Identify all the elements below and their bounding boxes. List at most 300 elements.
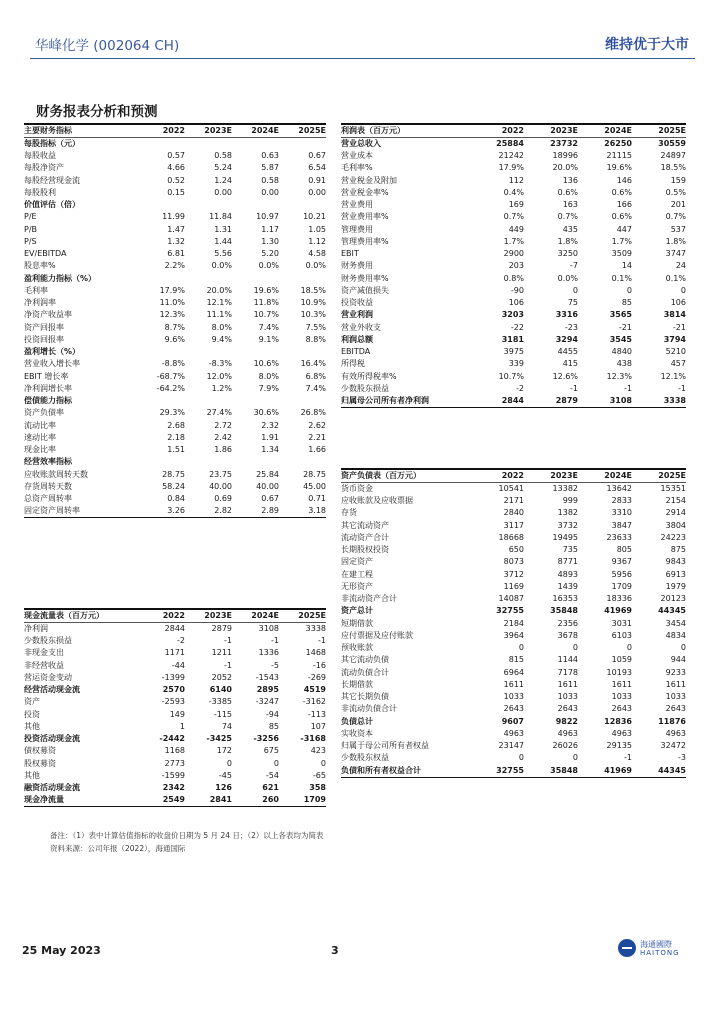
cell-value: 1033 xyxy=(611,692,632,702)
table-row xyxy=(341,297,686,309)
column-header: 2024E xyxy=(578,469,632,483)
cell-value: 1.51 xyxy=(167,445,185,455)
cell-value: 2833 xyxy=(611,496,632,506)
cell-value: 1211 xyxy=(211,648,232,658)
cell-value: 28.75 xyxy=(162,469,185,479)
table-row xyxy=(341,150,686,162)
cell-value: -64.2% xyxy=(156,383,185,393)
report-date: 25 May 2023 xyxy=(22,944,101,957)
cell-value: 19.6% xyxy=(606,163,632,173)
cell-value: 0.1% xyxy=(611,273,632,283)
cell-value: 9.4% xyxy=(211,334,232,344)
cell-value: 3.26 xyxy=(138,505,185,518)
table-row xyxy=(341,285,686,297)
table-row xyxy=(24,309,326,321)
row-label: 预收账款 xyxy=(341,643,373,653)
row-label: 管理费用率% xyxy=(341,236,389,246)
column-header: 2023E xyxy=(524,469,578,483)
cell-value: 3316 xyxy=(555,310,578,320)
cell-value: 10.97 xyxy=(256,212,279,222)
cell-value: 435 xyxy=(562,224,578,234)
cell-value xyxy=(232,138,279,151)
cell-value xyxy=(185,138,232,151)
cell-value: 0 xyxy=(572,643,578,653)
cell-value: 2.72 xyxy=(214,420,232,430)
cell-value: 14 xyxy=(621,261,632,271)
cell-value: 146 xyxy=(616,175,632,185)
cell-value: 9843 xyxy=(665,557,686,567)
row-label: 负债总计 xyxy=(341,716,373,726)
rating-label: 维持优于大市 xyxy=(605,37,689,53)
cell-value: 2840 xyxy=(503,508,524,518)
cell-value: 2.89 xyxy=(232,505,279,518)
table-header-row xyxy=(24,609,326,623)
cell-value: 12.6% xyxy=(552,371,578,381)
cell-value: 0.71 xyxy=(308,494,326,504)
cell-value: 0.00 xyxy=(214,187,232,197)
table-row xyxy=(341,236,686,248)
row-label: 股息率% xyxy=(24,261,56,271)
row-label: EV/EBITDA xyxy=(24,249,67,259)
cell-value: 0.67 xyxy=(261,494,279,504)
row-label: 少数股东损益 xyxy=(341,383,389,393)
cell-value: 0.6% xyxy=(611,187,632,197)
cell-value: 12.1% xyxy=(660,371,686,381)
table-row xyxy=(341,273,686,285)
table-row xyxy=(24,696,326,708)
table-row xyxy=(24,770,326,782)
table-row xyxy=(24,758,326,770)
table-row xyxy=(24,297,326,309)
cell-value: -16 xyxy=(312,660,326,670)
row-label: 存货周转天数 xyxy=(24,481,72,491)
cell-value: 40.00 xyxy=(209,481,232,491)
cell-value: 16.4% xyxy=(300,359,326,369)
table-row xyxy=(24,432,326,444)
cell-value: 1611 xyxy=(503,679,524,689)
cell-value: 28.75 xyxy=(303,469,326,479)
cell-value: 2356 xyxy=(557,618,578,628)
table-row xyxy=(24,733,326,745)
cell-value: 3031 xyxy=(611,618,632,628)
cell-value: 5.56 xyxy=(214,249,232,259)
cell-value xyxy=(138,138,185,151)
table-row xyxy=(341,309,686,321)
cell-value: 1611 xyxy=(557,679,578,689)
table-row xyxy=(341,199,686,211)
row-label: EBIT 增长率 xyxy=(24,371,69,381)
cell-value: 15351 xyxy=(660,484,686,493)
cell-value: -90 xyxy=(510,285,524,295)
cell-value: 5.20 xyxy=(261,249,279,259)
cell-value: 3964 xyxy=(503,630,524,640)
table-row xyxy=(24,236,326,248)
cell-value: 1168 xyxy=(164,746,185,756)
balance-sheet-table xyxy=(341,468,686,778)
cell-value: 0.52 xyxy=(167,175,185,185)
haitong-logo-icon xyxy=(618,939,636,957)
cell-value: 159 xyxy=(670,175,686,185)
cell-value: 999 xyxy=(562,496,578,506)
cell-value xyxy=(232,395,279,407)
cell-value: -113 xyxy=(307,709,326,719)
cell-value: 9822 xyxy=(555,716,578,726)
cell-value: 1033 xyxy=(665,692,686,702)
table-note: 备注：（1）表中计算估值指标的收盘价日期为 5 月 24 日；（2）以上各表均为简表 xyxy=(50,831,324,840)
row-label: 利润总额 xyxy=(341,334,373,344)
cell-value: 3975 xyxy=(503,347,524,357)
cell-value: 45.00 xyxy=(303,481,326,491)
cell-value: 4963 xyxy=(611,728,632,738)
cell-value: 11876 xyxy=(658,716,686,726)
table-row xyxy=(24,672,326,684)
row-label: 总资产周转率 xyxy=(24,494,72,504)
cell-value: 0 xyxy=(680,643,686,653)
cell-value: 8.7% xyxy=(164,322,185,332)
cell-value: 27.4% xyxy=(206,408,232,418)
cell-value: 339 xyxy=(508,359,524,369)
cell-value: 3294 xyxy=(555,334,578,344)
cell-value: 0 xyxy=(626,643,632,653)
cell-value: 2.18 xyxy=(167,432,185,442)
cell-value: 1.86 xyxy=(214,445,232,455)
table-title: 资产负债表（百万元） xyxy=(341,469,470,483)
column-header: 2023E xyxy=(185,609,232,623)
cell-value: 3804 xyxy=(665,520,686,530)
section-title: 财务报表分析和预测 xyxy=(36,104,158,120)
cell-value: 2841 xyxy=(185,794,232,807)
cell-value: -3 xyxy=(678,753,686,763)
cell-value: 0.67 xyxy=(308,151,326,161)
cell-value: 4455 xyxy=(557,347,578,357)
cell-value: 8.8% xyxy=(305,334,326,344)
cell-value: 26026 xyxy=(552,741,578,751)
cell-value: 457 xyxy=(670,359,686,369)
cell-value: 3181 xyxy=(501,334,524,344)
cell-value xyxy=(185,456,232,468)
cell-value: 2.62 xyxy=(308,420,326,430)
table-row xyxy=(24,721,326,733)
cell-value: 0 xyxy=(518,643,524,653)
cell-value: 0.0% xyxy=(557,273,578,283)
cell-value: 1.30 xyxy=(261,236,279,246)
cell-value: 1033 xyxy=(503,692,524,702)
row-label: 应收账款周转天数 xyxy=(24,469,88,479)
cell-value: 1.8% xyxy=(665,236,686,246)
cell-value: 25884 xyxy=(496,139,524,148)
cell-value: 6.81 xyxy=(167,249,185,259)
row-label: 偿债能力指标 xyxy=(24,396,72,406)
table-row xyxy=(341,248,686,260)
cell-value: 18668 xyxy=(498,532,524,542)
cell-value: 8073 xyxy=(503,557,524,567)
cell-value: 2342 xyxy=(162,783,185,793)
cell-value: 0.6% xyxy=(611,212,632,222)
cell-value: 21115 xyxy=(606,151,632,161)
cell-value: 3203 xyxy=(501,310,524,320)
cell-value: 23633 xyxy=(606,532,632,542)
cell-value: 2184 xyxy=(503,618,524,628)
table-title: 利润表（百万元） xyxy=(341,124,470,138)
cell-value: -21 xyxy=(672,322,686,332)
cell-value: 3545 xyxy=(609,334,632,344)
cell-value: 32755 xyxy=(496,606,524,616)
cell-value: 16353 xyxy=(552,594,578,604)
cell-value: 0.4% xyxy=(503,187,524,197)
cell-value: 805 xyxy=(616,545,632,555)
table-row xyxy=(24,709,326,721)
cell-value xyxy=(138,346,185,358)
cell-value: 0.00 xyxy=(261,187,279,197)
row-label: 货币资金 xyxy=(341,484,373,493)
cell-value: 0 xyxy=(626,285,632,295)
cell-value xyxy=(279,395,326,407)
cell-value: -3256 xyxy=(253,734,279,744)
row-label: 存货 xyxy=(341,508,357,518)
cell-value: 7.4% xyxy=(305,383,326,393)
cell-value: 10.7% xyxy=(498,371,524,381)
cell-value: 2.42 xyxy=(214,432,232,442)
table-row xyxy=(341,752,686,764)
cell-value: 40.00 xyxy=(256,481,279,491)
row-label: 非流动负债合计 xyxy=(341,704,397,714)
cell-value: 260 xyxy=(232,794,279,807)
row-label: 营业成本 xyxy=(341,151,373,161)
cell-value: 2643 xyxy=(665,704,686,714)
cell-value: 358 xyxy=(309,783,326,793)
table-title: 主要财务指标 xyxy=(24,124,138,138)
cell-value: 12.1% xyxy=(206,298,232,308)
cell-value: 7.9% xyxy=(258,383,279,393)
row-label: 应付票据及应付账款 xyxy=(341,630,413,640)
cell-value: 13642 xyxy=(606,484,632,493)
cell-value: -22 xyxy=(510,322,524,332)
table-title: 现金流量表（百万元） xyxy=(24,609,138,623)
cell-value: 438 xyxy=(616,359,632,369)
cell-value: 0.7% xyxy=(503,212,524,222)
cell-value: 9233 xyxy=(665,667,686,677)
cell-value: 6913 xyxy=(665,569,686,579)
cell-value: 126 xyxy=(215,783,232,793)
column-header: 2023E xyxy=(185,124,232,138)
row-label: 毛利率% xyxy=(341,163,373,173)
cell-value: 1.24 xyxy=(214,175,232,185)
cell-value: -54 xyxy=(265,770,279,780)
cell-value: 3814 xyxy=(663,310,686,320)
cell-value: 166 xyxy=(616,200,632,210)
cell-value: 41969 xyxy=(578,765,632,778)
table-row xyxy=(341,371,686,383)
cell-value: 0.63 xyxy=(261,151,279,161)
cell-value: 2895 xyxy=(256,685,279,695)
table-row xyxy=(341,691,686,703)
haitong-logo xyxy=(618,939,700,961)
table-row xyxy=(24,782,326,794)
data-source: 资料来源：公司年报（2022），海通国际 xyxy=(50,844,186,853)
cell-value: 0.0% xyxy=(211,261,232,271)
row-label: 资产 xyxy=(24,697,40,707)
column-header: 2024E xyxy=(232,609,279,623)
cell-value: -2593 xyxy=(161,697,185,707)
row-label: P/S xyxy=(24,236,37,246)
cell-value: 0.15 xyxy=(167,187,185,197)
cell-value: 106 xyxy=(508,298,524,308)
header-divider xyxy=(30,58,695,59)
cell-value: 1468 xyxy=(305,648,326,658)
cell-value: 7.5% xyxy=(305,322,326,332)
row-label: 净利润增长率 xyxy=(24,383,72,393)
table-row xyxy=(24,273,326,285)
cell-value: 4963 xyxy=(665,728,686,738)
cell-value: 5.87 xyxy=(261,163,279,173)
cell-value: 19495 xyxy=(552,532,578,542)
cell-value: 1439 xyxy=(557,581,578,591)
cell-value: 4.58 xyxy=(308,249,326,259)
cell-value: 0.7% xyxy=(557,212,578,222)
cell-value: 44345 xyxy=(658,606,686,616)
cell-value: 8.0% xyxy=(258,371,279,381)
cell-value: -1 xyxy=(318,636,326,646)
cell-value: 1059 xyxy=(611,655,632,665)
cell-value: 6.54 xyxy=(308,163,326,173)
row-label: 营业费用率% xyxy=(341,212,389,222)
row-label: 盈利增长（%） xyxy=(24,347,81,357)
row-label: 在建工程 xyxy=(341,569,373,579)
cell-value: 449 xyxy=(508,224,524,234)
table-row xyxy=(341,581,686,593)
cell-value: 23732 xyxy=(550,139,578,148)
cell-value: 9.1% xyxy=(258,334,279,344)
cell-value xyxy=(232,199,279,211)
cell-value: 1.47 xyxy=(167,224,185,234)
cell-value: 3678 xyxy=(557,630,578,640)
row-label: 其它流动资产 xyxy=(341,520,389,530)
row-label: 非流动资产合计 xyxy=(341,594,397,604)
table-row xyxy=(341,765,686,778)
cell-value: 112 xyxy=(508,175,524,185)
cell-value: 7178 xyxy=(557,667,578,677)
table-row xyxy=(341,358,686,370)
cell-value: 30559 xyxy=(658,139,686,148)
row-label: 营运资金变动 xyxy=(24,672,72,682)
cell-value: -3168 xyxy=(300,734,326,744)
cell-value: -7 xyxy=(570,261,578,271)
table-row xyxy=(24,481,326,493)
row-label: EBITDA xyxy=(341,347,371,357)
cell-value: 4834 xyxy=(665,630,686,640)
row-label: EBIT xyxy=(341,249,359,259)
cell-value: 0.8% xyxy=(503,273,524,283)
cell-value: 1.7% xyxy=(611,236,632,246)
cell-value: 0.5% xyxy=(665,187,686,197)
cell-value xyxy=(279,138,326,151)
cell-value: 1979 xyxy=(665,581,686,591)
table-row xyxy=(341,187,686,199)
cell-value: 30.6% xyxy=(253,408,279,418)
cell-value: -65 xyxy=(312,770,326,780)
cell-value: -44 xyxy=(171,660,185,670)
table-row xyxy=(24,647,326,659)
row-label: 盈利能力指标（%） xyxy=(24,273,97,283)
cell-value: 19.6% xyxy=(253,285,279,295)
table-header-row xyxy=(341,124,686,138)
cell-value: 26.8% xyxy=(300,408,326,418)
cell-value: 815 xyxy=(508,655,524,665)
cell-value: 0 xyxy=(572,753,578,763)
column-header: 2024E xyxy=(578,124,632,138)
table-row xyxy=(341,654,686,666)
cell-value: 41969 xyxy=(604,606,632,616)
cell-value: 10.21 xyxy=(303,212,326,222)
table-row xyxy=(341,483,686,496)
table-row xyxy=(341,703,686,715)
table-row xyxy=(341,346,686,358)
cell-value: 9367 xyxy=(611,557,632,567)
cell-value: 29.3% xyxy=(159,408,185,418)
cell-value: 1382 xyxy=(557,508,578,518)
cell-value: 18336 xyxy=(606,594,632,604)
cell-value: 1611 xyxy=(665,679,686,689)
cell-value: -3162 xyxy=(302,697,326,707)
table-row xyxy=(341,618,686,630)
row-label: 资产减值损失 xyxy=(341,285,389,295)
row-label: 经营活动现金流 xyxy=(24,685,80,695)
row-label: 其他 xyxy=(24,721,40,731)
cell-value: -3247 xyxy=(255,697,279,707)
row-label: 投资收益 xyxy=(341,298,373,308)
cell-value: 20.0% xyxy=(552,163,578,173)
cell-value: 0.58 xyxy=(214,151,232,161)
cell-value: 3847 xyxy=(611,520,632,530)
column-header: 2025E xyxy=(279,124,326,138)
table-row xyxy=(341,544,686,556)
table-row xyxy=(24,383,326,395)
cell-value: 12.3% xyxy=(606,371,632,381)
income-statement-table xyxy=(341,123,686,408)
company-name: 华峰化学 (002064 CH) xyxy=(35,38,180,54)
cell-value: 35848 xyxy=(524,765,578,778)
column-header: 2024E xyxy=(232,124,279,138)
cell-value: 944 xyxy=(670,655,686,665)
cell-value: 2.82 xyxy=(185,505,232,518)
table-row xyxy=(24,162,326,174)
cell-value: 1.91 xyxy=(261,432,279,442)
table-row xyxy=(24,684,326,696)
row-label: 营业收入增长率 xyxy=(24,359,80,369)
cell-value: 447 xyxy=(616,224,632,234)
cell-value: 1.7% xyxy=(503,236,524,246)
table-row xyxy=(24,493,326,505)
cell-value: 75 xyxy=(567,298,578,308)
row-label: 固定资产 xyxy=(341,557,373,567)
table-row xyxy=(341,495,686,507)
cell-value: 26250 xyxy=(604,139,632,148)
cell-value: 107 xyxy=(310,721,326,731)
table-row xyxy=(341,162,686,174)
cell-value: 7.4% xyxy=(258,322,279,332)
cell-value: -2 xyxy=(177,636,185,646)
table-row xyxy=(341,507,686,519)
cell-value xyxy=(185,199,232,211)
cell-value: -21 xyxy=(618,322,632,332)
cell-value: 2.68 xyxy=(167,420,185,430)
cell-value: 23.75 xyxy=(209,469,232,479)
column-header: 2022 xyxy=(470,124,524,138)
cell-value: -23 xyxy=(564,322,578,332)
table-row xyxy=(24,794,326,807)
row-label: 现金比率 xyxy=(24,445,56,455)
cell-value: 537 xyxy=(670,224,686,234)
